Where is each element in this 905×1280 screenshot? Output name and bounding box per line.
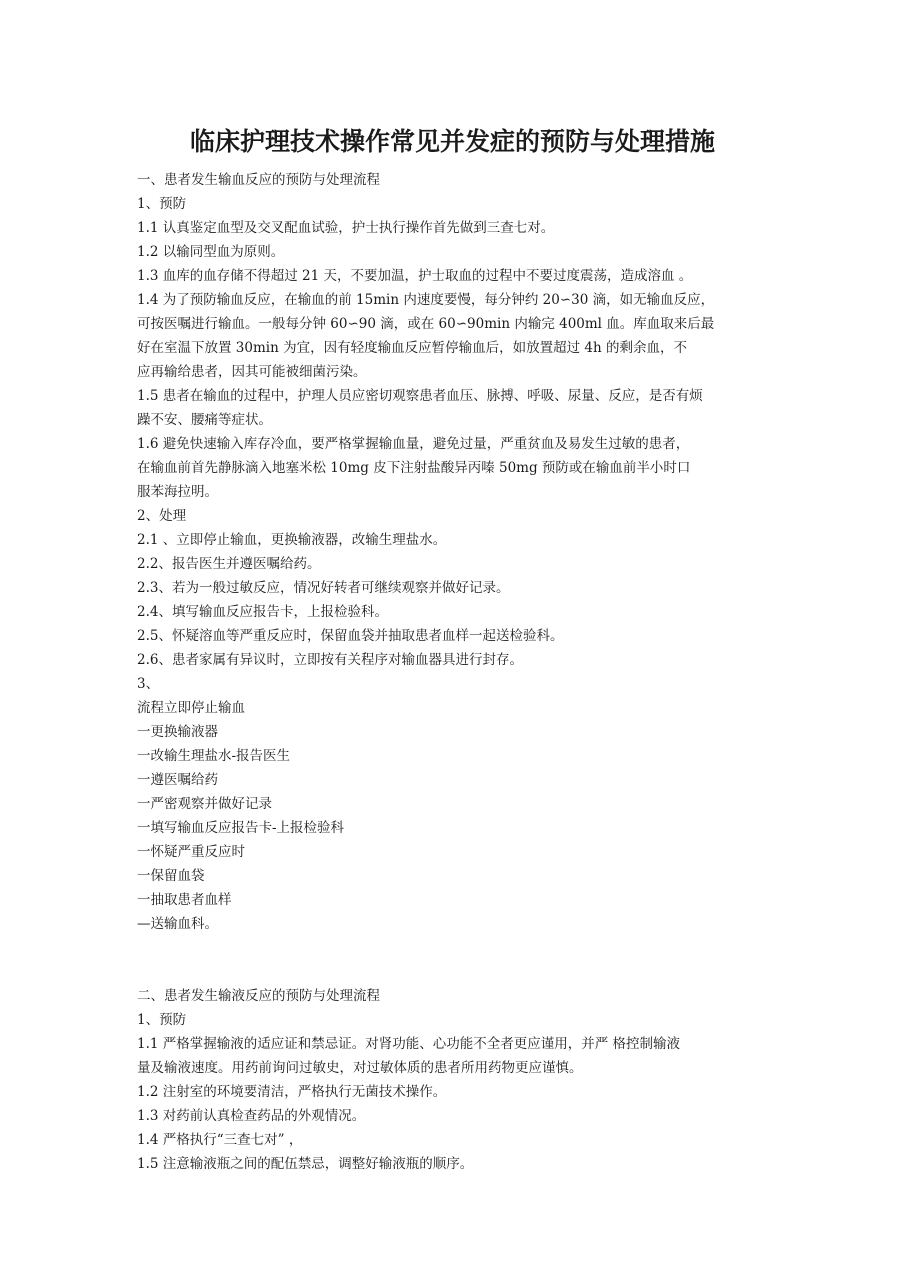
text-line: 1.4 为了预防输血反应，在输血的前 15min 内速度要慢，每分钟约 20∽30 滴，如无输血反应， (137, 292, 715, 308)
text-line: 应再输给患者，因其可能被细菌污染。 (137, 364, 367, 380)
text-line: 1.3 血库的血存储不得超过 21 天，不要加温，护士取血的过程中不要过度震荡，造成溶血 。 (137, 268, 693, 284)
document-title: 临床护理技术操作常见并发症的预防与处理措施 (189, 127, 715, 156)
text-line: 1.1 严格掌握输液的适应证和禁忌证。对肾功能、心功能不全者更应谨用，并严 格控制输液 (137, 1036, 681, 1052)
text-line: 2.1 、立即停止输血，更换输液器，改输生理盐水。 (137, 532, 447, 548)
text-line: 2、处理 (137, 508, 187, 524)
text-line: 躁不安、腰痛等症状。 (137, 412, 272, 428)
text-line: 1.2 注射室的环境要清洁，严格执行无菌技术操作。 (137, 1084, 447, 1100)
text-line: 2.2、报告医生并遵医嘱给药。 (137, 556, 321, 572)
document-body (137, 168, 777, 1176)
text-line: 3、 (137, 676, 160, 692)
text-line: 一保留血袋 (137, 868, 205, 884)
text-line: 1、预防 (137, 196, 187, 212)
text-line: 流程立即停止输血 (137, 700, 245, 716)
text-line: 1.3 对药前认真检查药品的外观情况。 (137, 1108, 366, 1124)
text-line: 一抽取患者血样 (137, 892, 232, 908)
section-2 (137, 984, 777, 1176)
text-line: 量及输液速度。用药前询问过敏史，对过敏体质的患者所用药物更应谨慎。 (137, 1060, 583, 1076)
text-line: 2.3、若为一般过敏反应，情况好转者可继续观察并做好记录。 (137, 580, 510, 596)
text-line: 一更换输液器 (137, 724, 218, 740)
text-line: 2.4、填写输血反应报告卡，上报检验科。 (137, 604, 388, 620)
text-line: 服苯海拉明。 (137, 484, 218, 500)
section-1 (137, 168, 777, 936)
text-line: 在输血前首先静脉滴入地塞米松 10mg 皮下注射盐酸异丙嗪 50mg 预防或在输血前半小时口 (137, 460, 691, 476)
text-line: 1.5 患者在输血的过程中，护理人员应密切观察患者血压、脉搏、呼吸、尿量、反应，是否有烦 (137, 388, 703, 404)
text-line: 2.5、怀疑溶血等严重反应时，保留血袋并抽取患者血样一起送检验科。 (137, 628, 564, 644)
text-line: 一遵医嘱给药 (137, 772, 218, 788)
text-line: —送输血科。 (137, 916, 218, 932)
text-line: 1.5 注意输液瓶之间的配伍禁忌，调整好输液瓶的顺序。 (137, 1156, 474, 1172)
text-line: 可按医嘱进行输血。一般每分钟 60∽90 滴，或在 60∽90min 内输完 400ml 血。库血取来后最 (137, 316, 715, 332)
text-line: 1.1 认真鉴定血型及交叉配血试验，护士执行操作首先做到三查七对。 (137, 220, 555, 236)
text-line: 1.6 避免快速输入库存冷血，要严格掌握输血量，避免过量，严重贫血及易发生过敏的患者， (137, 436, 690, 452)
text-line: 一严密观察并做好记录 (137, 796, 272, 812)
text-line: 一怀疑严重反应时 (137, 844, 245, 860)
text-line: 一改输生理盐水-报告医生 (137, 748, 291, 764)
text-line: 1、预防 (137, 1012, 187, 1028)
text-line: 好在室温下放置 30min 为宜，因有轻度输血反应暂停输血后，如放置超过 4h 的剩余血，不 (137, 340, 687, 356)
text-line: 1.2 以输同型血为原则。 (137, 244, 285, 260)
text-line: 1.4 严格执行“三查七对” ， (137, 1132, 303, 1148)
section-spacer (137, 936, 777, 984)
text-line: 2.6、患者家属有异议时，立即按有关程序对输血器具进行封存。 (137, 652, 523, 668)
text-line: 一填写输血反应报告卡-上报检验科 (137, 820, 345, 836)
text-line: 一、患者发生输血反应的预防与处理流程 (137, 172, 380, 188)
text-line: 二、患者发生输液反应的预防与处理流程 (137, 988, 380, 1004)
